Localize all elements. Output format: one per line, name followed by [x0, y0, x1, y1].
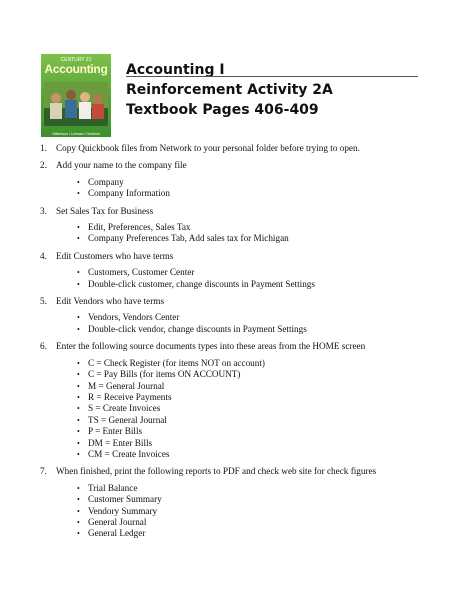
- instruction-item: [40, 143, 460, 154]
- instruction-item: [40, 341, 460, 460]
- item-text: Set Sales Tax for Business: [56, 205, 154, 216]
- bullet-icon: •: [77, 370, 80, 380]
- instruction-item: [40, 466, 460, 539]
- bullet-icon: •: [77, 415, 80, 425]
- sub-list: [56, 222, 460, 245]
- sub-list: [56, 177, 460, 200]
- bullet-icon: •: [77, 517, 80, 527]
- sub-list-item: [56, 358, 460, 369]
- sub-list-item: [56, 233, 460, 244]
- sub-item-text: Edit, Preferences, Sales Tax: [88, 222, 191, 233]
- sub-list-item: [56, 392, 460, 403]
- bullet-icon: •: [77, 529, 80, 539]
- sub-list-item: [56, 177, 460, 188]
- sub-list-item: [56, 517, 460, 528]
- instruction-item: [40, 206, 460, 245]
- sub-list: [56, 267, 460, 290]
- instruction-item: [40, 251, 460, 290]
- sub-list-item: [56, 381, 460, 392]
- cover-authors: Gilbertson / Lehman / Gentene: [52, 132, 100, 136]
- instruction-item: [40, 160, 460, 199]
- item-number: 4.: [40, 250, 47, 261]
- sub-item-text: TS = General Journal: [88, 414, 167, 425]
- activity-title: Reinforcement Activity 2A: [126, 82, 333, 98]
- bullet-icon: •: [77, 495, 80, 505]
- sub-list-item: [56, 426, 460, 437]
- sub-item-text: Vendors, Vendors Center: [88, 312, 180, 323]
- sub-item-text: M = General Journal: [88, 380, 165, 391]
- sub-list-item: [56, 369, 460, 380]
- bullet-icon: •: [77, 427, 80, 437]
- bullet-icon: •: [77, 358, 80, 368]
- sub-list: [56, 483, 460, 540]
- sub-item-text: Double-click vendor, change discounts in Payment Settings: [88, 323, 307, 334]
- sub-list-item: [56, 267, 460, 278]
- sub-list-item: [56, 449, 460, 460]
- sub-list-item: [56, 483, 460, 494]
- cover-edition: CENTURY 21: [60, 57, 92, 63]
- bullet-icon: •: [77, 392, 80, 402]
- bullet-icon: •: [77, 404, 80, 414]
- sub-item-text: Double-click customer, change discounts in Payment Settings: [88, 278, 315, 289]
- sub-list-item: [56, 528, 460, 539]
- sub-list-item: [56, 279, 460, 290]
- sub-item-text: Company Information: [88, 188, 170, 199]
- sub-item-text: CM = Create Invoices: [88, 448, 170, 459]
- sub-item-text: C = Check Register (for items NOT on account): [88, 357, 265, 368]
- sub-list: [56, 312, 460, 335]
- title-underline: [126, 76, 418, 77]
- item-text: Edit Customers who have terms: [56, 250, 174, 261]
- sub-list-item: [56, 324, 460, 335]
- sub-item-text: Company Preferences Tab, Add sales tax for Michigan: [88, 233, 289, 244]
- cover-banner: [41, 57, 111, 79]
- bullet-icon: •: [77, 177, 80, 187]
- sub-list-item: [56, 188, 460, 199]
- sub-item-text: General Journal: [88, 516, 147, 527]
- bullet-icon: •: [77, 438, 80, 448]
- bullet-icon: •: [77, 324, 80, 334]
- sub-list: [56, 358, 460, 461]
- sub-list-item: [56, 222, 460, 233]
- item-text: Edit Vendors who have terms: [56, 296, 165, 307]
- item-text: When finished, print the following reports to PDF and check web site for check figures: [56, 466, 377, 477]
- sub-item-text: DM = Enter Bills: [88, 437, 153, 448]
- sub-item-text: Vendory Summary: [88, 505, 158, 516]
- cover-title: Accounting: [44, 62, 108, 76]
- item-number: 2.: [40, 160, 47, 171]
- item-text: Copy Quickbook files from Network to your personal folder before trying to open.: [56, 143, 360, 153]
- sub-list-item: [56, 415, 460, 426]
- sub-list-item: [56, 312, 460, 323]
- item-number: 6.: [40, 341, 47, 352]
- item-number: 7.: [40, 466, 47, 477]
- sub-item-text: R = Receive Payments: [88, 391, 172, 402]
- sub-list-item: [56, 403, 460, 414]
- item-number: 1.: [40, 143, 47, 153]
- bullet-icon: •: [77, 506, 80, 516]
- bullet-icon: •: [77, 189, 80, 199]
- sub-item-text: C = Pay Bills (for items ON ACCOUNT): [88, 369, 241, 380]
- document-header: [126, 60, 333, 120]
- course-title: Accounting I: [126, 62, 225, 78]
- textbook-cover-image: [41, 54, 111, 137]
- bullet-icon: •: [77, 483, 80, 493]
- sub-item-text: S = Create Invoices: [88, 403, 161, 414]
- sub-item-text: Company: [88, 176, 124, 187]
- item-number: 5.: [40, 296, 47, 307]
- sub-list-item: [56, 438, 460, 449]
- sub-item-text: P = Enter Bills: [88, 426, 143, 437]
- cover-photo: [44, 82, 108, 126]
- bullet-icon: •: [77, 268, 80, 278]
- bullet-icon: •: [77, 381, 80, 391]
- bullet-icon: •: [77, 234, 80, 244]
- sub-list-item: [56, 506, 460, 517]
- bullet-icon: •: [77, 279, 80, 289]
- instructions-list: [40, 143, 460, 546]
- bullet-icon: •: [77, 313, 80, 323]
- bullet-icon: •: [77, 449, 80, 459]
- sub-item-text: General Ledger: [88, 528, 146, 539]
- instruction-item: [40, 296, 460, 335]
- item-number: 3.: [40, 205, 47, 216]
- sub-list-item: [56, 494, 460, 505]
- bullet-icon: •: [77, 223, 80, 233]
- sub-item-text: Customers, Customer Center: [88, 267, 195, 278]
- sub-item-text: Customer Summary: [88, 494, 162, 505]
- sub-item-text: Trial Balance: [88, 482, 138, 493]
- item-text: Add your name to the company file: [56, 160, 187, 171]
- textbook-pages: Textbook Pages 406-409: [126, 102, 319, 118]
- item-text: Enter the following source documents types into these areas from the HOME screen: [56, 341, 366, 352]
